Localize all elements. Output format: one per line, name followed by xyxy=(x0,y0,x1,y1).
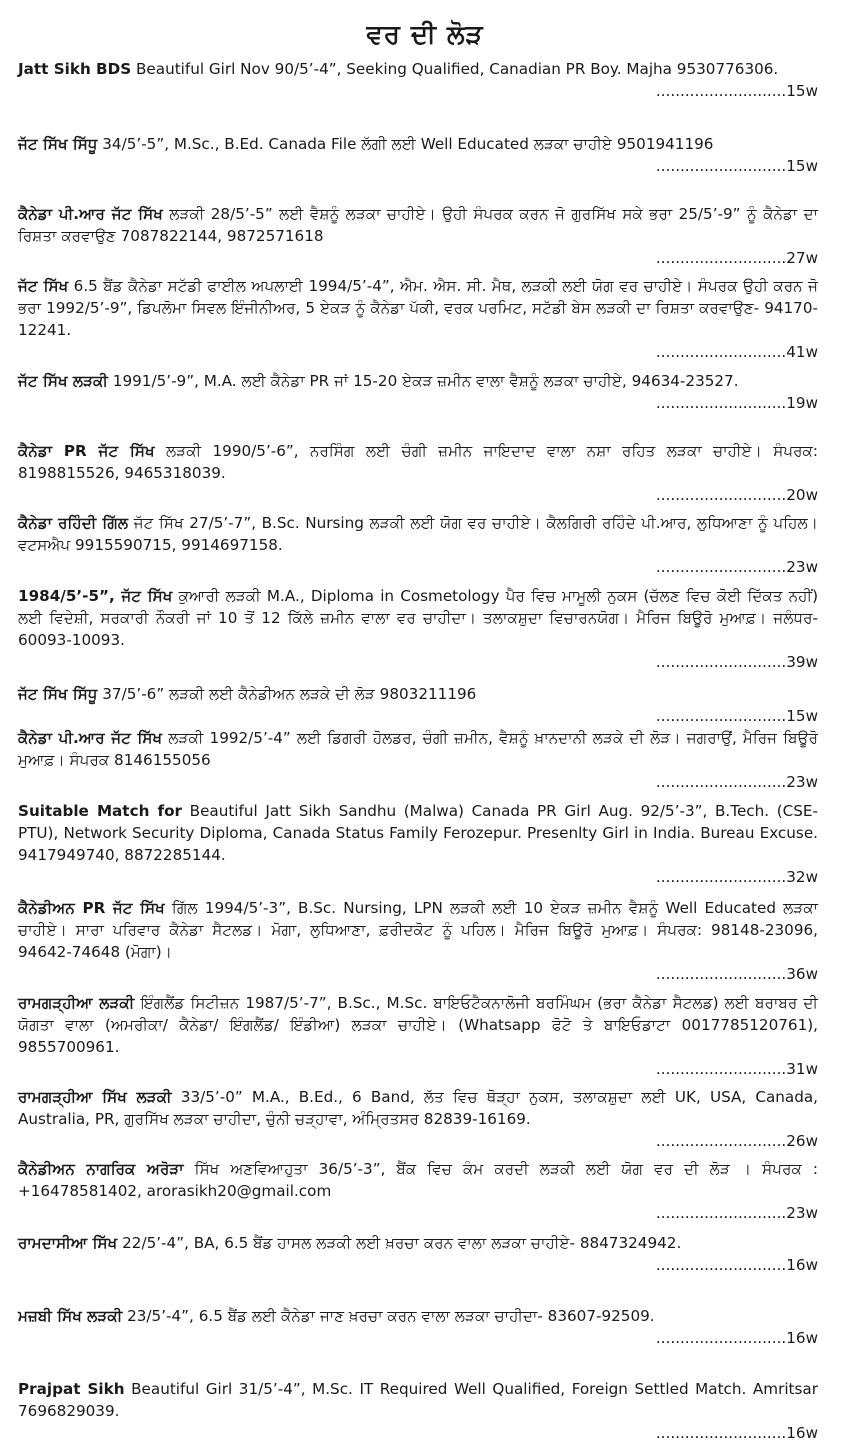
ad-heading: Suitable Match for xyxy=(18,802,183,820)
ad-heading: ਕੈਨੇਡਾ ਪੀ.ਆਰ ਜੱਟ ਸਿੱਖ xyxy=(18,205,163,223)
classified-ad xyxy=(18,440,818,506)
ad-heading: ਜੱਟ ਸਿੱਖ ਸਿੱਧੂ xyxy=(18,685,98,703)
ad-heading: ਮਜ਼ਬੀ ਸਿੱਖ ਲੜਕੀ xyxy=(18,1307,123,1325)
ad-word-count: ...........................15w xyxy=(655,707,818,725)
ad-word-count: ...........................32w xyxy=(655,868,818,886)
ad-text: ਗਿੱਲ 1994/5’-3”, B.Sc. Nursing, LPN ਲੜਕੀ ਲਈ 10 ਏਕੜ ਜ਼ਮੀਨ ਵੈਸ਼ਨੂੰ Well Educated ਲੜਕਾ ਚਾਹੀਏ। ਸਾਰਾ ਪਰਿਵਾਰ ਕੈਨੇਡਾ ਸੈਟਲਡ। ਮੋਗਾ, ਲੁਧਿਆਣਾ, ਫ਼ਰੀਦਕੋਟ ਨੂੰ ਪਹਿਲ। ਮੈਰਿਜ ਬਿਊਰੋ ਮੁਆਫ਼। ਸੰਪਰਕ: 98148-23096, 94642-74648 (ਮੋਗਾ)। xyxy=(18,899,819,961)
ad-heading: ਜੱਟ ਸਿੱਖ ਲੜਕੀ xyxy=(18,372,108,390)
ad-body xyxy=(18,275,818,341)
ad-body xyxy=(18,1158,818,1202)
classified-ad xyxy=(18,897,818,985)
ad-body xyxy=(18,1232,818,1254)
ad-word-count: ...........................15w xyxy=(655,157,818,175)
ad-word-count: ...........................16w xyxy=(655,1424,818,1442)
classified-ad xyxy=(18,1232,818,1276)
ad-body xyxy=(18,370,818,392)
ad-body xyxy=(18,727,818,771)
ad-text: 22/5’-4”, BA, 6.5 ਬੈਂਡ ਹਾਸਲ ਲੜਕੀ ਲਈ ਖ਼ਰਚਾ ਕਰਨ ਵਾਲਾ ਲੜਕਾ ਚਾਹੀਏ- 8847324942. xyxy=(117,1234,682,1252)
classified-ad xyxy=(18,275,818,363)
page-title: ਵਰ ਦੀ ਲੋੜ xyxy=(366,20,484,50)
ad-heading: ਰਾਮਦਾਸੀਆ ਸਿੱਖ xyxy=(18,1234,118,1252)
ad-word-count: ...........................16w xyxy=(655,1256,818,1274)
ad-text: Beautiful Girl 31/5’-4”, M.Sc. IT Required Well Qualified, Foreign Settled Match. Amritsar 7696829039. xyxy=(18,1380,818,1420)
ad-heading: ਜੱਟ ਸਿੱਖ xyxy=(18,277,69,295)
ad-heading: ਜੱਟ ਸਿੱਖ ਸਿੱਧੂ xyxy=(18,135,98,153)
ad-word-count: ...........................20w xyxy=(655,486,818,504)
ad-word-count: ...........................15w xyxy=(655,82,818,100)
ad-heading: ਕੈਨੇਡੀਅਨ PR ਜੱਟ ਸਿੱਖ xyxy=(18,899,165,917)
ad-text: 34/5’-5”, M.Sc., B.Ed. Canada File ਲੱਗੀ ਲਈ Well Educated ਲੜਕਾ ਚਾਹੀਏ 9501941196 xyxy=(97,135,714,153)
ad-word-count: ...........................36w xyxy=(655,965,818,983)
classified-ad xyxy=(18,1305,818,1349)
ad-text: ਕੁਆਰੀ ਲੜਕੀ M.A., Diploma in Cosmetology ਪੈਰ ਵਿਚ ਮਾਮੂਲੀ ਨੁਕਸ (ਚੱਲਣ ਵਿਚ ਕੋਈ ਦਿੱਕਤ ਨਹੀਂ) ਲਈ ਵਿਦੇਸ਼ੀ, ਸਰਕਾਰੀ ਨੌਕਰੀ ਜਾਂ 10 ਤੋਂ 12 ਕਿੱਲੇ ਜ਼ਮੀਨ ਵਾਲਾ ਵਰ ਚਾਹੀਦਾ। ਤਲਾਕਸ਼ੁਦਾ ਵਿਚਾਰਨਯੋਗ। ਮੈਰਿਜ ਬਿਊਰੋ ਮੁਆਫ਼। ਜਲੰਧਰ- 60093-10093. xyxy=(18,587,819,649)
ad-word-count: ...........................41w xyxy=(655,343,818,361)
ad-heading: ਰਾਮਗੜ੍ਹੀਆ ਲੜਕੀ xyxy=(18,994,135,1012)
ad-text: 37/5’-6” ਲੜਕੀ ਲਈ ਕੈਨੇਡੀਅਨ ਲੜਕੇ ਦੀ ਲੋੜ 9803211196 xyxy=(97,685,477,703)
ad-body xyxy=(18,1086,818,1130)
ad-word-count: ...........................16w xyxy=(655,1329,818,1347)
classified-ad xyxy=(18,370,818,414)
ad-heading: Jatt Sikh BDS xyxy=(18,60,132,78)
ad-word-count: ...........................31w xyxy=(655,1060,818,1078)
classified-ad xyxy=(18,800,818,888)
classified-ad xyxy=(18,58,818,102)
ad-heading: ਕੈਨੇਡਾ PR ਜੱਟ ਸਿੱਖ xyxy=(18,442,155,460)
ad-word-count: ...........................19w xyxy=(655,394,818,412)
ad-body xyxy=(18,133,818,155)
ad-text: 23/5’-4”, 6.5 ਬੈਂਡ ਲਈ ਕੈਨੇਡਾ ਜਾਣ ਖ਼ਰਚਾ ਕਰਨ ਵਾਲਾ ਲੜਕਾ ਚਾਹੀਦਾ- 83607-92509. xyxy=(122,1307,655,1325)
ad-word-count: ...........................23w xyxy=(655,558,818,576)
ad-text: ਲੜਕੀ 1990/5’-6”, ਨਰਸਿੰਗ ਲਈ ਚੰਗੀ ਜ਼ਮੀਨ ਜਾਇਦਾਦ ਵਾਲਾ ਨਸ਼ਾ ਰਹਿਤ ਲੜਕਾ ਚਾਹੀਏ। ਸੰਪਰਕ: 8198815526, 9465318039. xyxy=(18,442,819,482)
classified-ad xyxy=(18,1378,818,1444)
classified-ad xyxy=(18,683,818,727)
ad-body xyxy=(18,512,818,556)
classified-ad xyxy=(18,585,818,673)
classified-ad xyxy=(18,1086,818,1152)
ad-word-count: ...........................39w xyxy=(655,653,818,671)
classified-ad xyxy=(18,992,818,1080)
ad-body xyxy=(18,203,818,247)
ad-body xyxy=(18,683,818,705)
ad-text: ਲੜਕੀ 28/5’-5” ਲਈ ਵੈਸ਼ਨੂੰ ਲੜਕਾ ਚਾਹੀਏ। ਉਹੀ ਸੰਪਰਕ ਕਰਨ ਜੋ ਗੁਰਸਿੱਖ ਸਕੇ ਭਰਾ 25/5’-9” ਨੂੰ ਕੈਨੇਡਾ ਦਾ ਰਿਸ਼ਤਾ ਕਰਵਾਉਣ 7087822144, 9872571618 xyxy=(18,205,818,245)
classified-ad xyxy=(18,1158,818,1224)
ad-body xyxy=(18,1305,818,1327)
classified-ad xyxy=(18,512,818,578)
classified-ad xyxy=(18,727,818,793)
ad-heading: ਕੈਨੇਡਾ ਰਹਿੰਦੀ ਗਿੱਲ xyxy=(18,514,129,532)
ad-body xyxy=(18,992,818,1058)
ad-text: Beautiful Jatt Sikh Sandhu (Malwa) Canada PR Girl Aug. 92/5’-3”, B.Tech. (CSE-PTU), Network Security Diploma, Canada Status Family Ferozepur. Presenlty Girl in India. Bureau Excuse. 9417949740, 8872285144. xyxy=(18,802,818,864)
ad-word-count: ...........................26w xyxy=(655,1132,818,1150)
ad-text: ਜੱਟ ਸਿੱਖ 27/5’-7”, B.Sc. Nursing ਲੜਕੀ ਲਈ ਯੋਗ ਵਰ ਚਾਹੀਏ। ਕੈਲਗਿਰੀ ਰਹਿੰਦੇ ਪੀ.ਆਰ, ਲੁਧਿਆਣਾ ਨੂੰ ਪਹਿਲ। ਵਟਸਐਪ 9915590715, 9914697158. xyxy=(18,514,818,554)
ad-body xyxy=(18,58,818,80)
ad-word-count: ...........................27w xyxy=(655,249,818,267)
ad-text: ਇੰਗਲੈਂਡ ਸਿਟੀਜ਼ਨ 1987/5’-7”, B.Sc., M.Sc. ਬਾਇਓਟੈਕਨਾਲੋਜੀ ਬਰਮਿੰਘਮ (ਭਰਾ ਕੈਨੇਡਾ ਸੈਟਲਡ) ਲਈ ਬਰਾਬਰ ਦੀ ਯੋਗਤਾ ਵਾਲਾ (ਅਮਰੀਕਾ/ ਕੈਨੇਡਾ/ ਇੰਗਲੈਂਡ/ ਇੰਡੀਆ) ਲੜਕਾ ਚਾਹੀਏ। (Whatsapp ਫੋਟੋ ਤੇ ਬਾਇਓਡਾਟਾ 0017785120761), 9855700961. xyxy=(18,994,818,1056)
ad-text: 1991/5’-9”, M.A. ਲਈ ਕੈਨੇਡਾ PR ਜਾਂ 15-20 ਏਕੜ ਜ਼ਮੀਨ ਵਾਲਾ ਵੈਸ਼ਨੂੰ ਲੜਕਾ ਚਾਹੀਏ, 94634-23527. xyxy=(107,372,739,390)
ad-body xyxy=(18,800,818,866)
ad-heading: ਕੈਨੇਡਾ ਪੀ.ਆਰ ਜੱਟ ਸਿੱਖ xyxy=(18,729,163,747)
ad-text: ਸਿੱਖ ਅਣਵਿਆਹੁਤਾ 36/5’-3”, ਬੈਂਕ ਵਿਚ ਕੰਮ ਕਰਦੀ ਲੜਕੀ ਲਈ ਯੋਗ ਵਰ ਦੀ ਲੋੜ । ਸੰਪਰਕ : +16478581402, arorasikh20@gmail.com xyxy=(18,1160,818,1200)
ad-heading: ਕੈਨੇਡੀਅਨ ਨਾਗਰਿਕ ਅਰੋੜਾ xyxy=(18,1160,184,1178)
ad-heading: Prajpat Sikh xyxy=(18,1380,125,1398)
ad-body xyxy=(18,585,818,651)
ad-text: 6.5 ਬੈਂਡ ਕੈਨੇਡਾ ਸਟੱਡੀ ਫਾਈਲ ਅਪਲਾਈ 1994/5’-4”, ਐਮ. ਐਸ. ਸੀ. ਮੈਥ, ਲੜਕੀ ਲਈ ਯੋਗ ਵਰ ਚਾਹੀਏ। ਸੰਪਰਕ ਉਹੀ ਕਰਨ ਜੋ ਭਰਾ 1992/5’-9”, ਡਿਪਲੋਮਾ ਸਿਵਲ ਇੰਜੀਨੀਅਰ, 5 ਏਕੜ ਨੂੰ ਕੈਨੇਡਾ ਪੱਕੀ, ਵਰਕ ਪਰਮਿਟ, ਸਟੱਡੀ ਬੇਸ ਲੜਕੀ ਦਾ ਰਿਸ਼ਤਾ ਕਰਵਾਉਣ- 94170-12241. xyxy=(18,277,818,339)
ad-word-count: ...........................23w xyxy=(655,773,818,791)
ad-heading: 1984/5’-5”, ਜੱਟ ਸਿੱਖ xyxy=(18,587,173,605)
ad-text: ਲੜਕੀ 1992/5’-4” ਲਈ ਡਿਗਰੀ ਹੋਲਡਰ, ਚੰਗੀ ਜ਼ਮੀਨ, ਵੈਸ਼ਨੂੰ ਖ਼ਾਨਦਾਨੀ ਲੜਕੇ ਦੀ ਲੋੜ। ਜਗਰਾਉਂ, ਮੈਰਿਜ ਬਿਊਰੋ ਮੁਆਫ਼। ਸੰਪਰਕ 8146155056 xyxy=(18,729,818,769)
ad-word-count: ...........................23w xyxy=(655,1204,818,1222)
ad-text: 33/5’-0” M.A., B.Ed., 6 Band, ਲੱਤ ਵਿਚ ਥੋੜ੍ਹਾ ਨੁਕਸ, ਤਲਾਕਸ਼ੁਦਾ ਲਈ UK, USA, Canada, Australia, PR, ਗੁਰਸਿੱਖ ਲੜਕਾ ਚਾਹੀਦਾ, ਚੁੰਨੀ ਚੜ੍ਹਾਵਾ, ਅੰਮ੍ਰਿਤਸਰ 82839-16169. xyxy=(18,1088,818,1128)
ad-body xyxy=(18,1378,818,1422)
classified-ad xyxy=(18,133,818,177)
ad-body xyxy=(18,897,818,963)
ad-text: Beautiful Girl Nov 90/5’-4”, Seeking Qualified, Canadian PR Boy. Majha 9530776306. xyxy=(131,60,779,78)
ad-heading: ਰਾਮਗੜ੍ਹੀਆ ਸਿੱਖ ਲੜਕੀ xyxy=(18,1088,172,1106)
classified-ad xyxy=(18,203,818,269)
ad-body xyxy=(18,440,818,484)
